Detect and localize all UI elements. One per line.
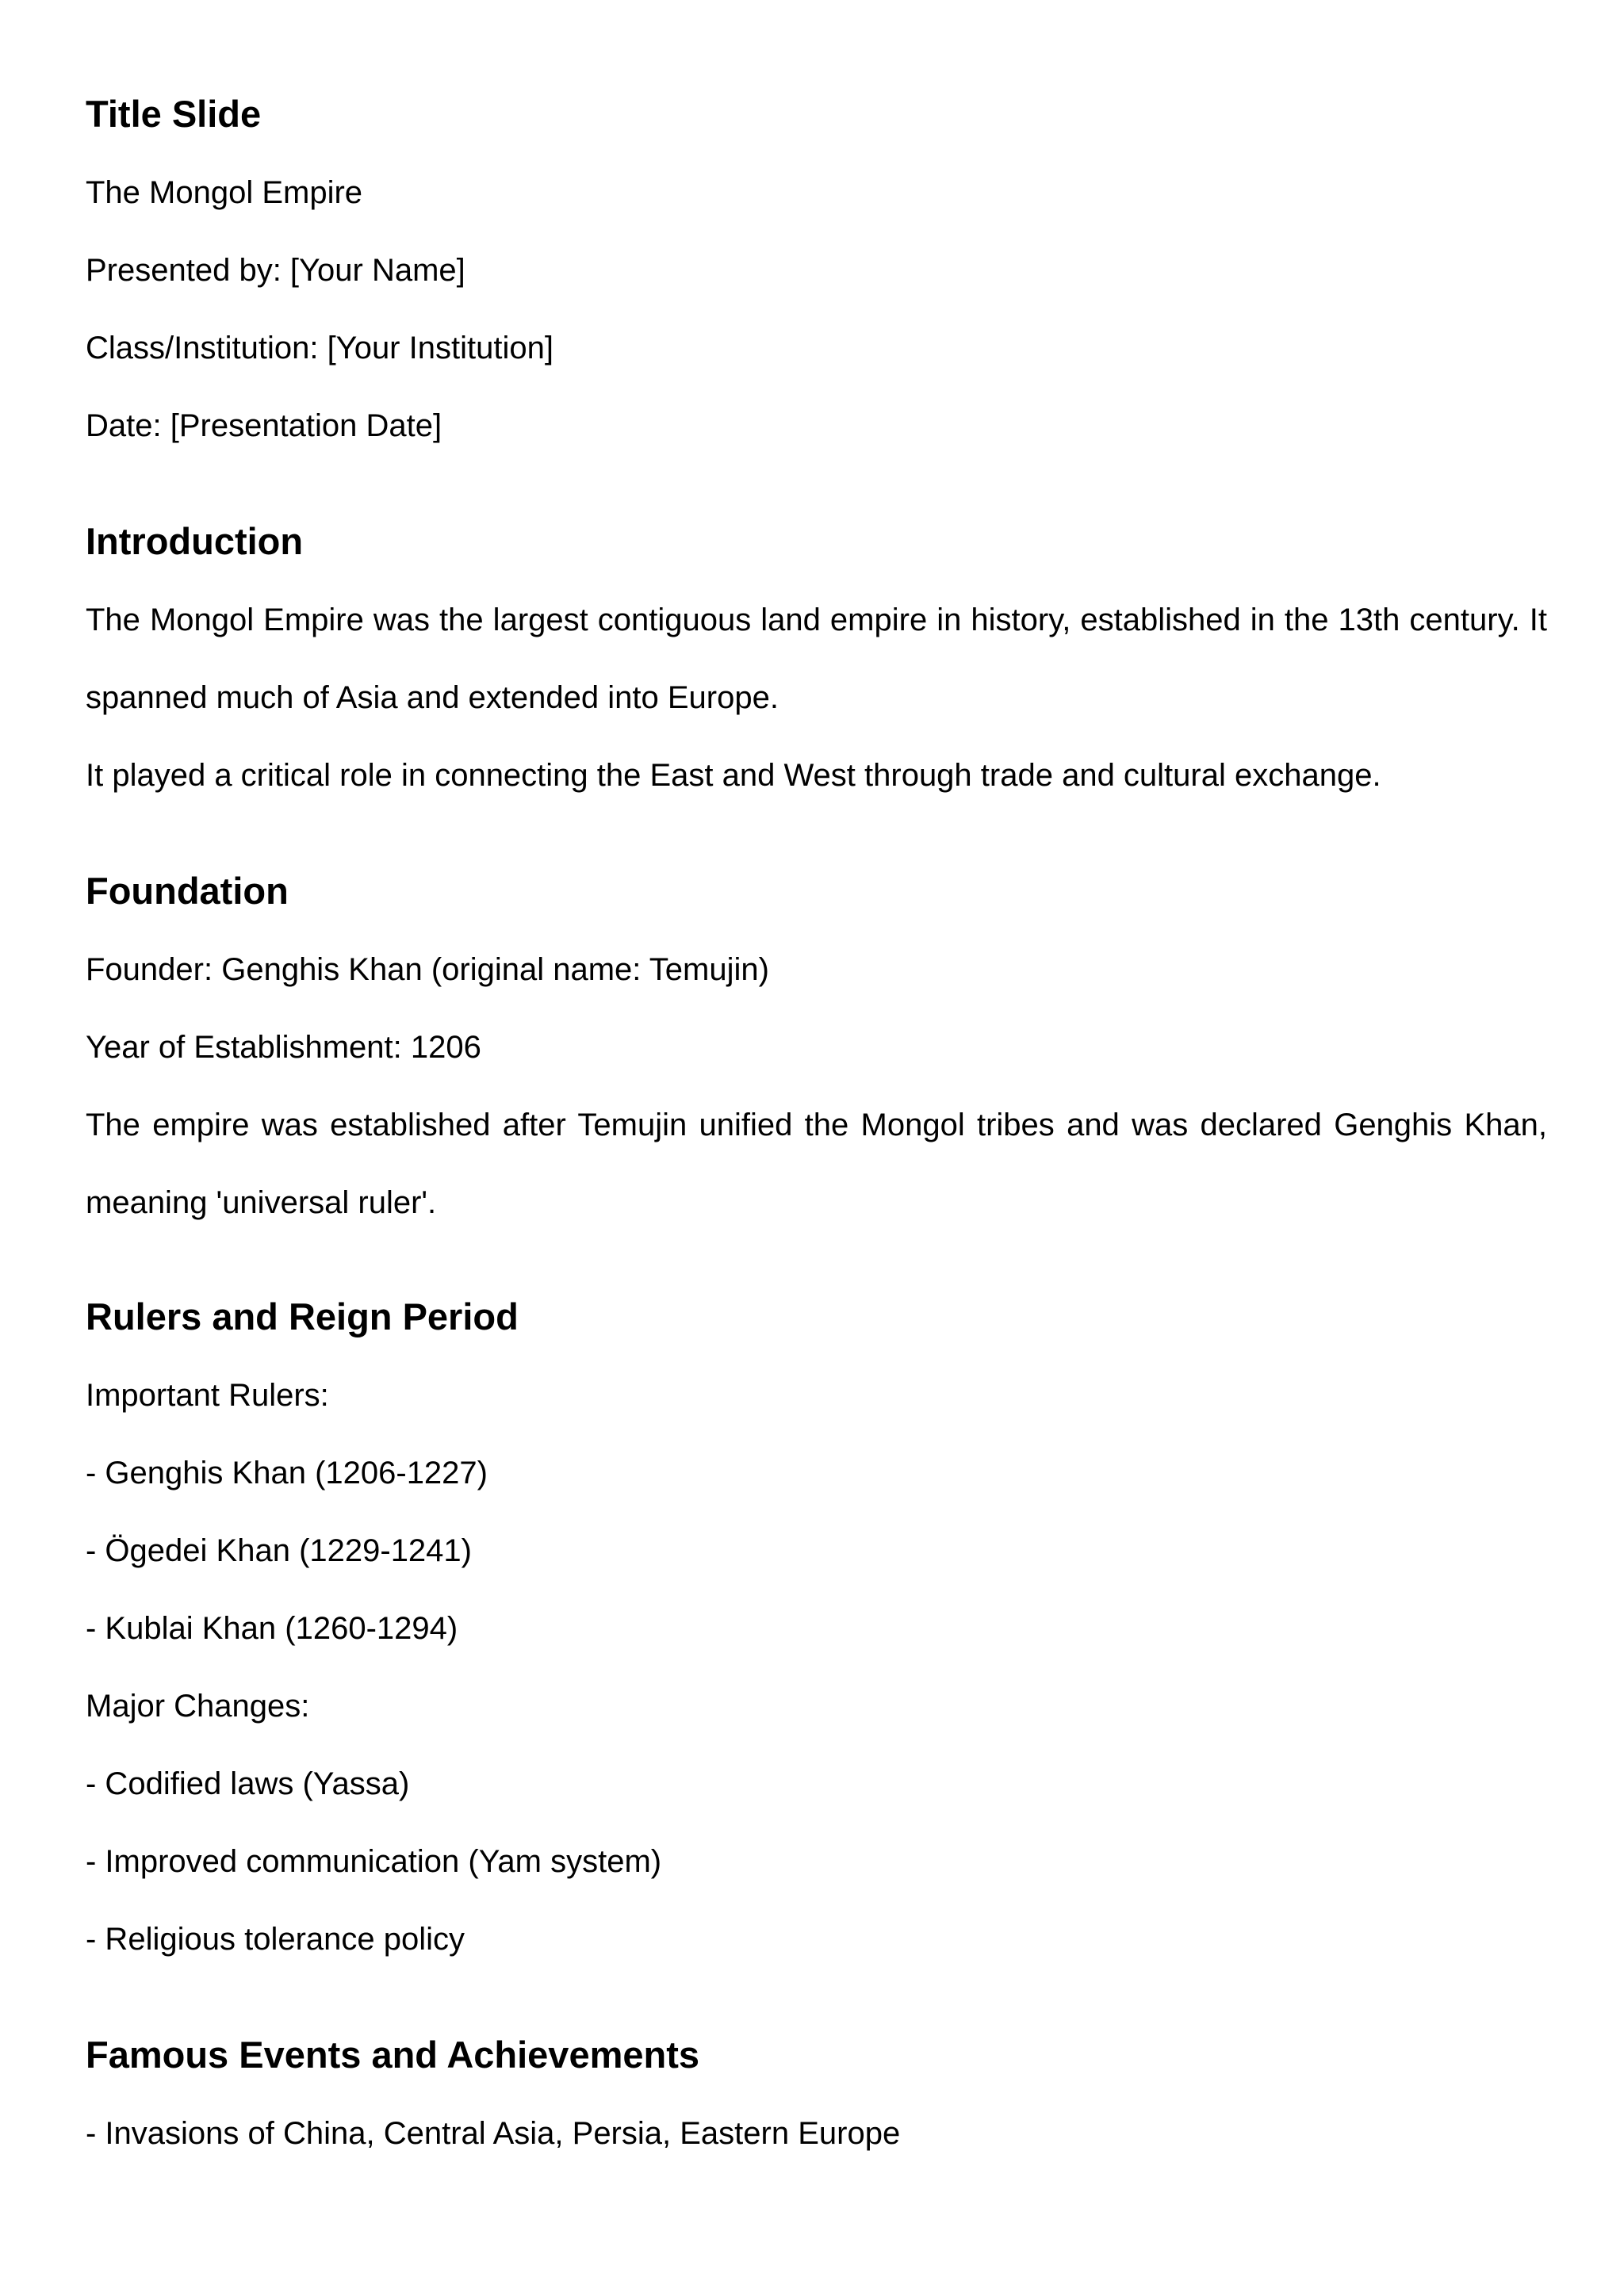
heading-rulers: Rulers and Reign Period bbox=[86, 1295, 519, 1337]
institution-line: Class/Institution: [Your Institution] bbox=[86, 331, 553, 365]
introduction-paragraph: The Mongol Empire was the largest contiguous land empire in history, established in the 13th century. It spanned much of Asia and extended into Europe. bbox=[86, 603, 1547, 715]
establishment-year-line: Year of Establishment: 1206 bbox=[86, 1030, 481, 1065]
heading-introduction: Introduction bbox=[86, 520, 304, 562]
list-item: Important Rulers: bbox=[86, 1378, 329, 1413]
heading-events: Famous Events and Achievements bbox=[86, 2034, 700, 2076]
list-item: - Codified laws (Yassa) bbox=[86, 1766, 410, 1801]
presenter-line: Presented by: [Your Name] bbox=[86, 253, 465, 288]
heading-foundation: Foundation bbox=[86, 870, 289, 912]
list-item: - Invasions of China, Central Asia, Persia, Eastern Europe bbox=[86, 2116, 901, 2151]
founder-line: Founder: Genghis Khan (original name: Temujin) bbox=[86, 952, 769, 987]
presentation-title: The Mongol Empire bbox=[86, 175, 363, 210]
list-item: - Ögedei Khan (1229-1241) bbox=[86, 1533, 472, 1568]
list-item: - Improved communication (Yam system) bbox=[86, 1844, 662, 1879]
foundation-paragraph: The empire was established after Temujin unified the Mongol tribes and was declared Genghis Khan, meaning 'universal ruler'. bbox=[86, 1108, 1547, 1220]
list-item: - Genghis Khan (1206-1227) bbox=[86, 1456, 488, 1490]
date-line: Date: [Presentation Date] bbox=[86, 408, 442, 443]
list-item: - Kublai Khan (1260-1294) bbox=[86, 1611, 458, 1646]
introduction-line: It played a critical role in connecting the East and West through trade and cultural exchange. bbox=[86, 758, 1381, 793]
heading-title-slide: Title Slide bbox=[86, 93, 262, 135]
list-item: - Religious tolerance policy bbox=[86, 1922, 465, 1957]
list-item: Major Changes: bbox=[86, 1689, 310, 1724]
